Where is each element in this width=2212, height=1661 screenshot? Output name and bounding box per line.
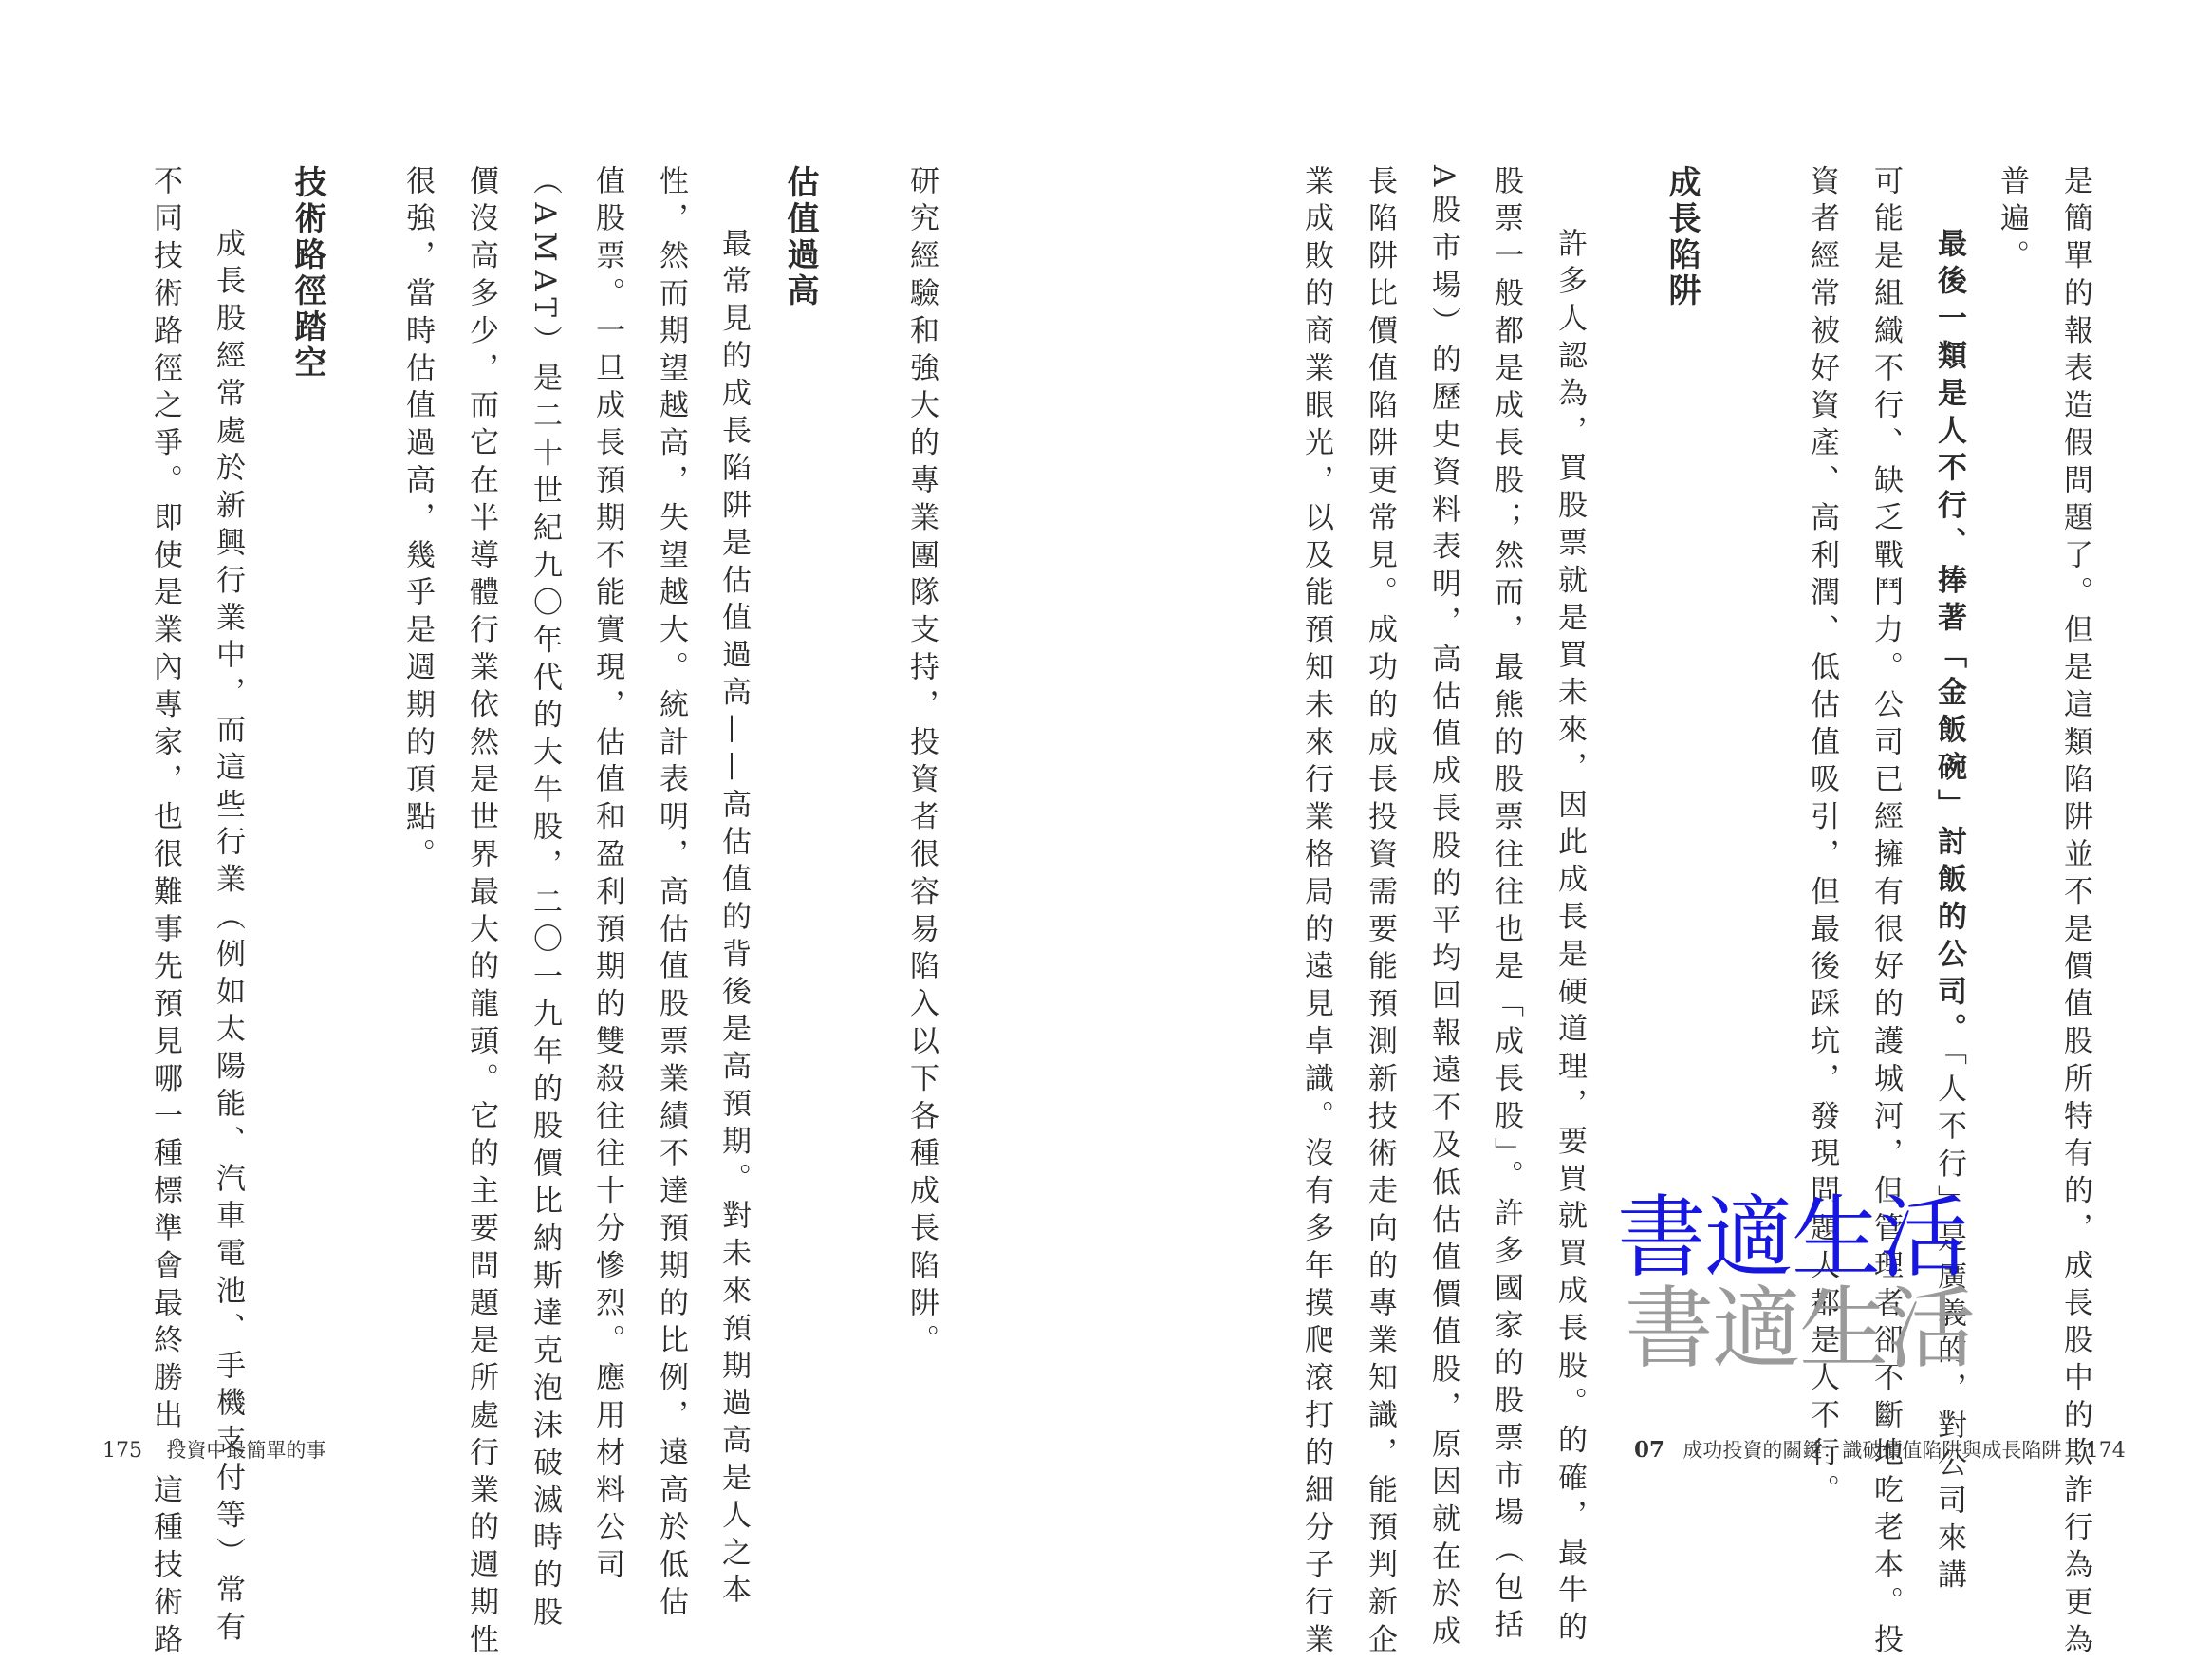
paragraph-column: 研究經驗和強大的專業團隊支持，投資者很容易陷入以下各種成長陷阱。 bbox=[904, 165, 939, 1362]
section-heading-overvaluation: 估值過高 bbox=[781, 165, 819, 309]
paragraph-column: 值股票。一旦成長預期不能實現，估值和盈利預期的雙殺往往十分慘烈。應用材料公司 bbox=[590, 165, 624, 1587]
left-footer bbox=[102, 1435, 325, 1464]
paragraph-column: 價沒高多少，而它在半導體行業依然是世界最大的龍頭。它的主要問題是所處行業的週期性 bbox=[464, 165, 498, 1661]
section-heading-tech-path: 技術路徑踏空 bbox=[288, 165, 326, 382]
right-footer bbox=[1634, 1435, 2126, 1464]
book-title: 投資中最簡單的事 bbox=[166, 1439, 326, 1462]
paragraph-column: 最常見的成長陷阱是估值過高——高估值的背後是高預期。對未來預期過高是人之本 bbox=[716, 228, 751, 1612]
paragraph-column: 性，然而期望越高，失望越大。統計表明，高估值股票業績不達預期的比例，遠高於低估 bbox=[654, 165, 688, 1624]
watermark-text-shadow: 書適生活 bbox=[1625, 1278, 1975, 1381]
paragraph-column: 不同技術路徑之爭。即使是業內專家，也很難事先預見哪一種標準會最終勝出。這種技術路 bbox=[148, 165, 182, 1661]
chapter-title: 成功投資的關鍵：識破價值陷阱與成長陷阱 bbox=[1682, 1439, 2062, 1462]
paragraph-column: 可能是組織不行、缺乏戰鬥力。公司已經擁有很好的護城河，但管理者卻不斷地吃老本。投 bbox=[1868, 165, 1903, 1661]
page-number: 174 bbox=[2085, 1439, 2126, 1463]
section-heading-growth-trap: 成長陷阱 bbox=[1663, 165, 1701, 309]
paragraph-column: 資者經常被好資產、高利潤、低估值吸引，但最後踩坑，發現問題大都是人不行。 bbox=[1805, 165, 1839, 1512]
paragraph-column: 股票一般都是成長股；然而，最熊的股票往往也是「成長股」。許多國家的股票市場（包括 bbox=[1489, 165, 1523, 1647]
paragraph-column: 長陷阱比價值陷阱更常見。成功的成長投資需要能預測新技術走向的專業知識，能預判新企 bbox=[1363, 165, 1397, 1661]
paragraph-column: 很強，當時估值過高，幾乎是週期的頂點。 bbox=[400, 165, 435, 876]
paragraph-column bbox=[1931, 228, 1966, 1597]
paragraph-column: 普遍。 bbox=[1995, 165, 2029, 278]
paragraph-text: 「人不行」是廣義的，對公司來講 bbox=[1932, 1050, 1966, 1597]
paragraph-column: （AMAT）是二十世紀九〇年代的大牛股，二〇一九年的股價比納斯達克泡沫破滅時的股 bbox=[528, 165, 562, 1634]
bold-lead-sentence: 最後一類是人不行、捧著「金飯碗」討飯的公司。 bbox=[1932, 228, 1966, 1051]
watermark-logo bbox=[1617, 1166, 1975, 1381]
watermark-text: 書適生活 bbox=[1617, 1186, 1967, 1290]
paragraph-column: A股市場）的歷史資料表明，高估值成長股的平均回報遠不及低估值價值股，原因就在於成 bbox=[1426, 165, 1460, 1653]
page-number: 175 bbox=[102, 1439, 142, 1463]
chapter-number: 07 bbox=[1634, 1437, 1665, 1463]
paragraph-column: 成長股經常處於新興行業中，而這些行業（例如太陽能、汽車電池、手機支付等）常有 bbox=[211, 228, 245, 1650]
paragraph-column: 業成敗的商業眼光，以及能預知未來行業格局的遠見卓識。沒有多年摸爬滾打的細分子行業 bbox=[1299, 165, 1333, 1661]
paragraph-column: 是簡單的報表造假問題了。但是這類陷阱並不是價值股所特有的，成長股中的欺詐行為更為 bbox=[2058, 165, 2092, 1661]
paragraph-column: 許多人認為，買股票就是買未來，因此成長是硬道理，要買就買成長股。的確，最牛的 bbox=[1552, 228, 1587, 1650]
